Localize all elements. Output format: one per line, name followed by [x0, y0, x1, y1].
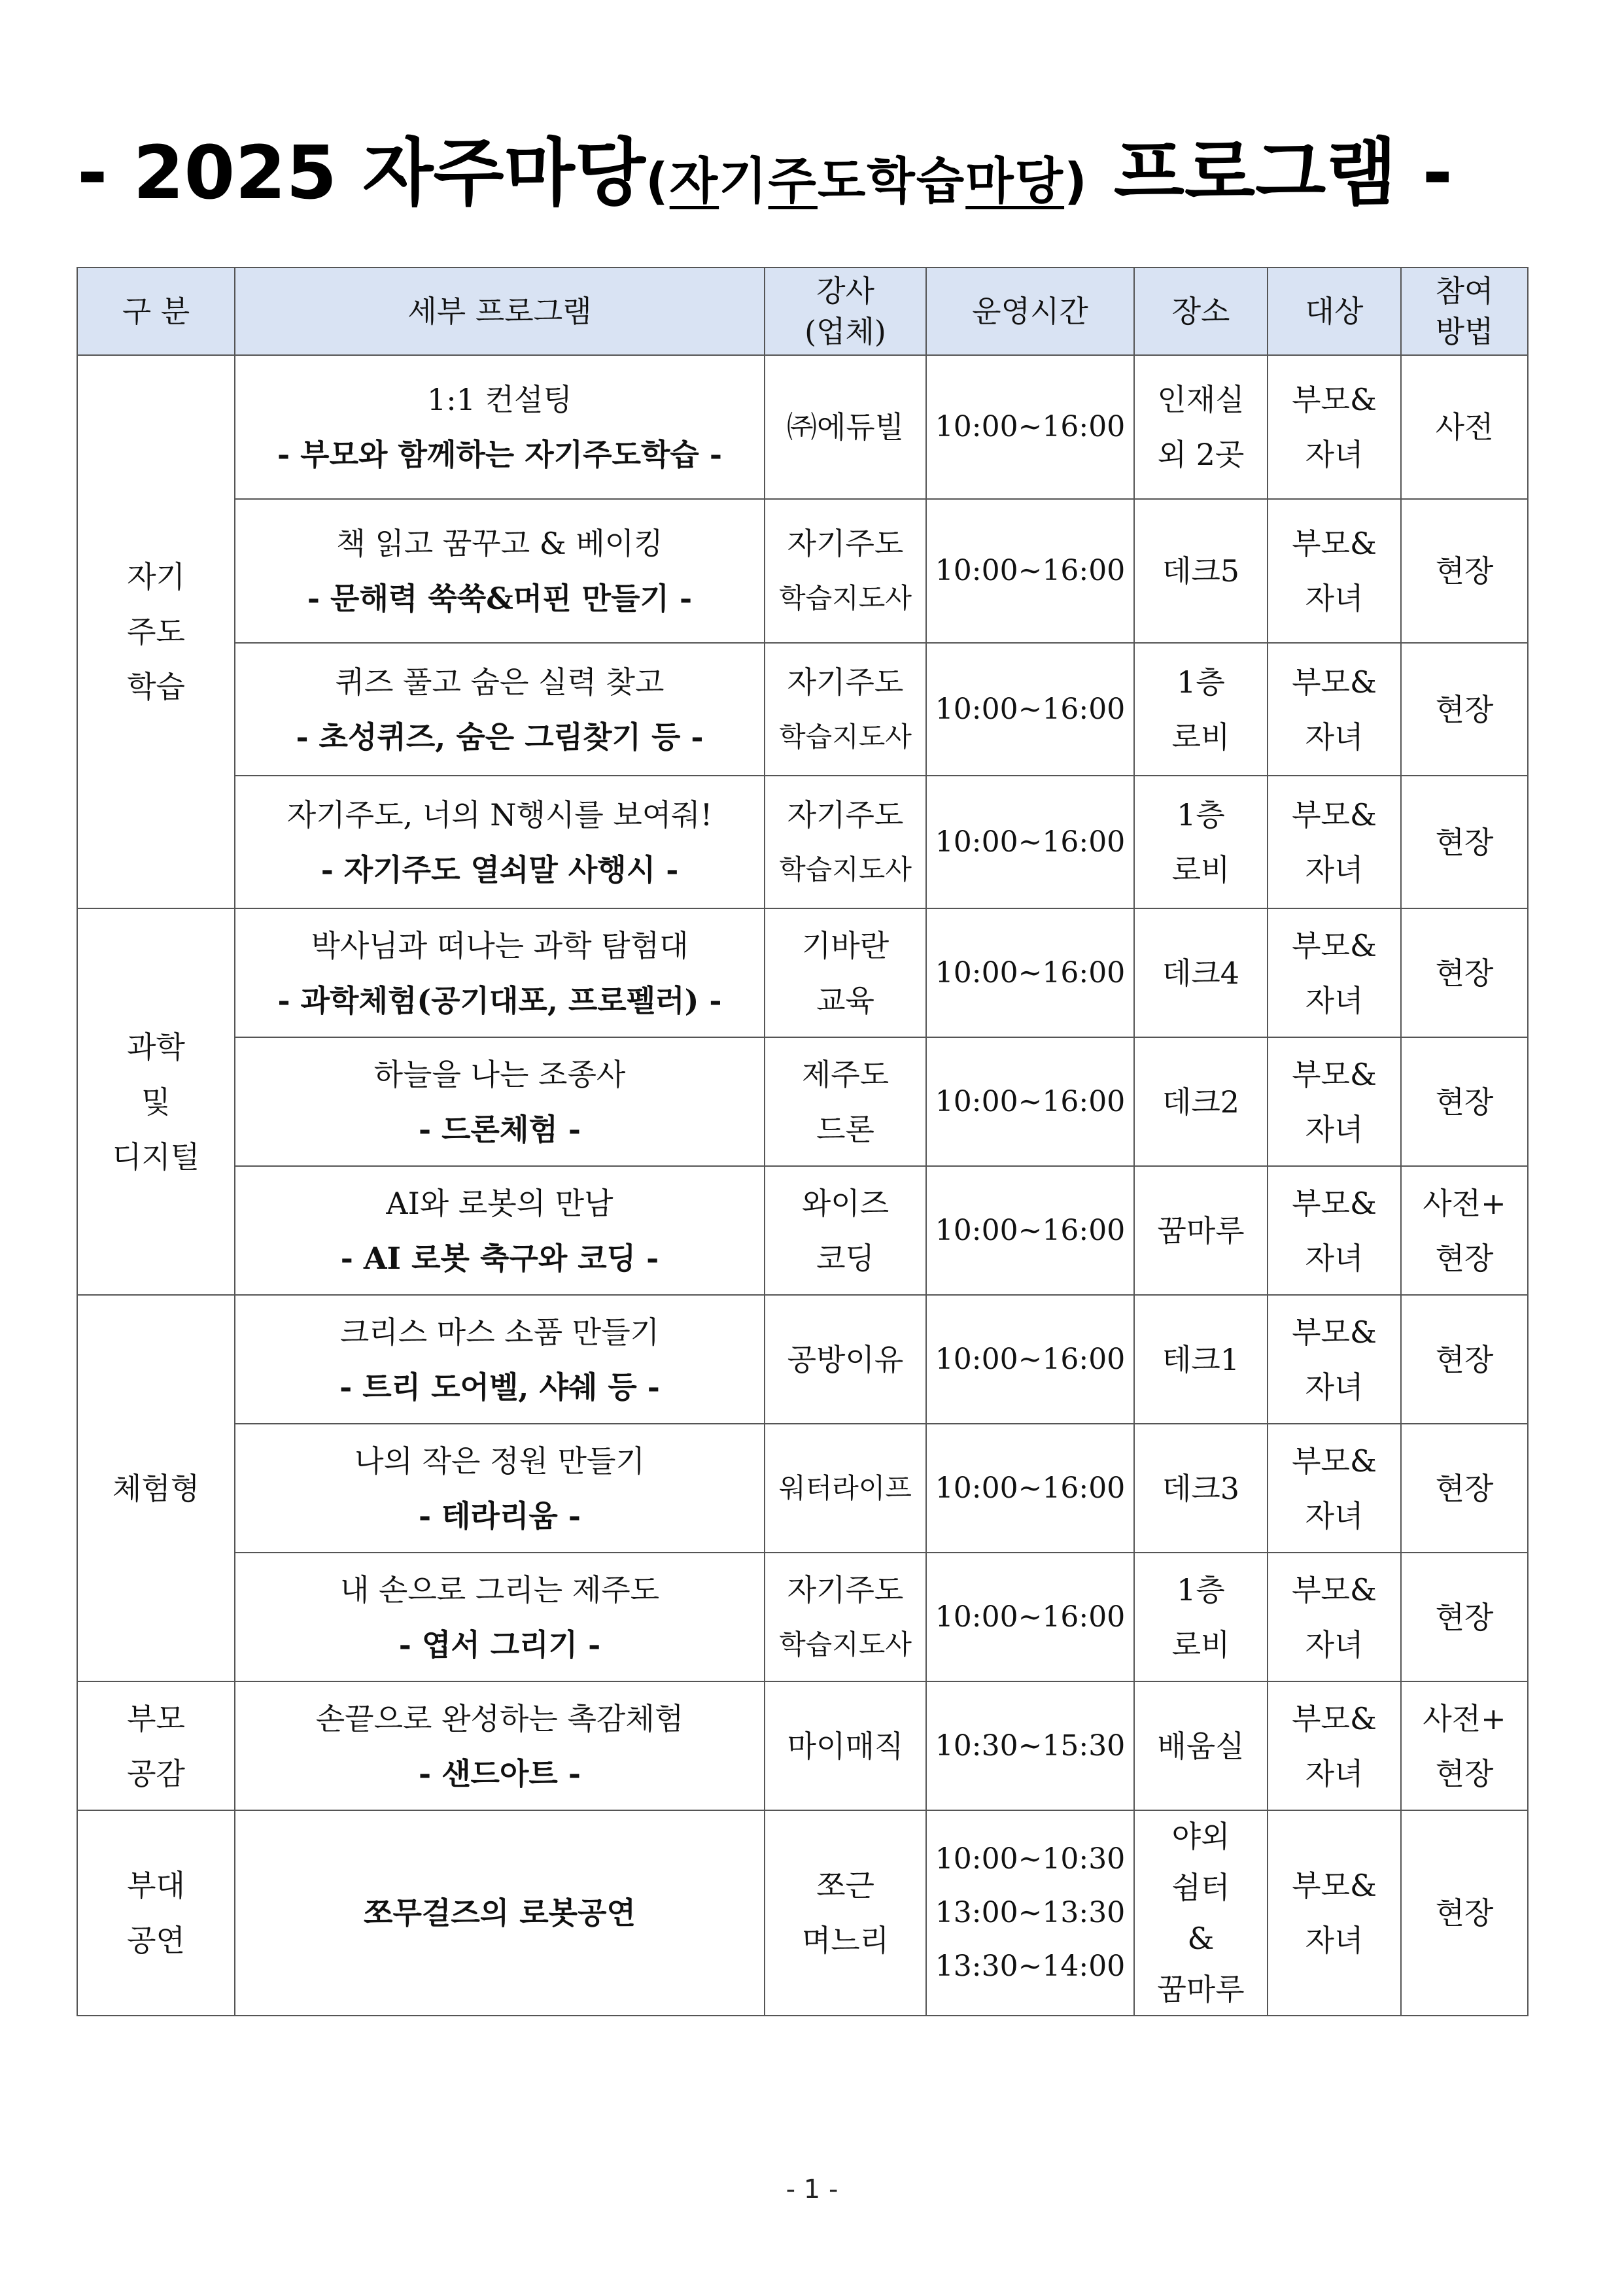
time-cell — [926, 1037, 1134, 1166]
cell-line: 자녀 — [1305, 1111, 1364, 1147]
cell-line: 꿈마루 — [1157, 1213, 1245, 1248]
cell-line: 드론 — [816, 1111, 874, 1147]
cell-line: 10:00~16:00 — [935, 554, 1126, 587]
cell-line: 자녀 — [1305, 581, 1364, 616]
cell-line: 데크3 — [1162, 1470, 1240, 1506]
place-cell — [1134, 908, 1268, 1037]
cell-line: 자녀 — [1305, 1498, 1364, 1534]
place-cell — [1134, 1037, 1268, 1166]
cell-line: 학습지도사 — [779, 1628, 912, 1661]
program-subtitle: - 초성퀴즈, 숨은 그림찾기 등 - — [296, 719, 704, 755]
target-cell — [1268, 1037, 1401, 1166]
cell-line: 디지털 — [112, 1139, 200, 1175]
cell-line: 마이매직 — [787, 1728, 904, 1764]
cell-line: 쉼터 — [1171, 1870, 1230, 1905]
cell-line: 현장 — [1435, 1599, 1494, 1635]
cell-line: 로비 — [1171, 852, 1230, 887]
cell-line: 10:00~10:30 — [935, 1842, 1126, 1876]
program-subtitle: - 테라리움 - — [419, 1498, 581, 1534]
place-cell — [1134, 355, 1268, 499]
table-row — [77, 1166, 1528, 1295]
cell-line: 제주도 — [801, 1056, 890, 1092]
table-row — [77, 1681, 1528, 1810]
cell-line: 테크1 — [1162, 1341, 1240, 1377]
place-cell — [1134, 1166, 1268, 1295]
program-cell — [235, 776, 765, 908]
program-cell — [235, 1681, 765, 1810]
cell-line: 공감 — [127, 1755, 185, 1791]
cell-line: 자녀 — [1305, 437, 1364, 472]
instructor-cell — [765, 776, 926, 908]
title-part-2: 기 — [719, 152, 769, 210]
instructor-cell — [765, 1424, 926, 1553]
cell-line: 부모& — [1292, 1056, 1377, 1092]
cell-line: 자녀 — [1305, 1240, 1364, 1276]
category-performance — [77, 1810, 235, 2016]
place-cell — [1134, 776, 1268, 908]
method-cell — [1401, 643, 1528, 776]
time-cell — [926, 643, 1134, 776]
cell-line: 부모& — [1292, 797, 1377, 833]
cell-line: 부모 — [127, 1700, 185, 1736]
cell-line: 자기주도 — [787, 1572, 904, 1608]
cell-line: 부모& — [1292, 1314, 1377, 1350]
method-cell — [1401, 1037, 1528, 1166]
instructor-cell — [765, 1295, 926, 1424]
program-subtitle: - 과학체험(공기대포, 프로펠러) - — [277, 982, 722, 1018]
table-row — [77, 908, 1528, 1037]
header-place: 장소 — [1134, 267, 1268, 355]
category-science-digital — [77, 908, 235, 1295]
target-cell — [1268, 355, 1401, 499]
program-title: 쪼무걸즈의 로봇공연 — [364, 1895, 636, 1931]
method-cell — [1401, 1166, 1528, 1295]
cell-line: 10:00~16:00 — [935, 1213, 1126, 1247]
time-cell — [926, 1553, 1134, 1681]
cell-line: 10:00~16:00 — [935, 1600, 1126, 1634]
cell-line: 10:00~16:00 — [935, 1342, 1126, 1376]
cell-line: 현장 — [1435, 1470, 1494, 1506]
category-parent — [77, 1681, 235, 1810]
method-cell — [1401, 1553, 1528, 1681]
cell-line: & — [1187, 1921, 1215, 1956]
cell-line: 꿈마루 — [1157, 1972, 1245, 2007]
program-title: 손끝으로 완성하는 촉감체험 — [315, 1700, 684, 1736]
cell-line: 자녀 — [1305, 1626, 1364, 1662]
cell-line: 10:00~16:00 — [935, 410, 1126, 443]
cell-line: 사전+ — [1423, 1700, 1506, 1736]
target-cell — [1268, 1424, 1401, 1553]
cell-line: 1층 — [1177, 664, 1225, 700]
cell-line: 와이즈 — [801, 1185, 890, 1221]
title-suffix: 프로그램 - — [1088, 131, 1453, 216]
table-row — [77, 355, 1528, 499]
cell-line: 배움실 — [1157, 1728, 1245, 1764]
program-subtitle: - 드론체험 - — [419, 1111, 581, 1147]
instructor-cell — [765, 1681, 926, 1810]
program-title: 1:1 컨설팅 — [427, 382, 572, 417]
title-part-5: 마당 — [965, 152, 1065, 210]
program-cell — [235, 1037, 765, 1166]
cell-line: 10:00~16:00 — [935, 692, 1126, 726]
cell-line: 자녀 — [1305, 1923, 1364, 1958]
table-row — [77, 499, 1528, 643]
cell-line: 교육 — [816, 982, 874, 1018]
cell-line: 사전 — [1435, 409, 1494, 445]
title-paren-open: ( — [645, 152, 670, 210]
table-row — [77, 776, 1528, 908]
title-paren-close: ) — [1064, 152, 1088, 210]
header-method: 참여 방법 — [1401, 267, 1528, 355]
cell-line: 13:00~13:30 — [935, 1896, 1126, 1929]
cell-line: 과학 — [127, 1029, 185, 1065]
program-table — [77, 267, 1529, 2016]
cell-line: 공연 — [127, 1923, 185, 1958]
cell-line: 10:00~16:00 — [935, 955, 1126, 990]
cell-line: 부모& — [1292, 664, 1377, 700]
cell-line: 10:30~15:30 — [935, 1729, 1126, 1763]
program-cell — [235, 1424, 765, 1553]
time-cell — [926, 908, 1134, 1037]
cell-line: 외 2곳 — [1157, 437, 1245, 472]
table-row — [77, 1037, 1528, 1166]
cell-line: 부모& — [1292, 1572, 1377, 1608]
cell-line: 주도 — [127, 614, 185, 649]
program-subtitle: - 샌드아트 - — [419, 1755, 581, 1791]
cell-line: 체험형 — [112, 1470, 200, 1506]
program-cell — [235, 1810, 765, 2016]
cell-line: 로비 — [1171, 719, 1230, 755]
cell-line: 야외 — [1171, 1819, 1230, 1854]
place-cell — [1134, 1810, 1268, 2016]
cell-line: 현장 — [1435, 1240, 1494, 1276]
program-subtitle: - 트리 도어벨, 샤쉐 등 - — [339, 1369, 660, 1405]
cell-line: 현장 — [1435, 1084, 1494, 1120]
cell-line: 기바란 — [801, 927, 890, 963]
program-cell — [235, 1166, 765, 1295]
program-title: 자기주도, 너의 N행시를 보여줘! — [286, 797, 713, 833]
target-cell — [1268, 499, 1401, 643]
time-cell — [926, 1295, 1134, 1424]
cell-line: 현장 — [1435, 824, 1494, 860]
place-cell — [1134, 499, 1268, 643]
cell-line: 10:00~16:00 — [935, 825, 1126, 859]
cell-line: 1층 — [1177, 1572, 1225, 1608]
cell-line: 데크5 — [1162, 553, 1240, 589]
program-cell — [235, 499, 765, 643]
cell-line: 부모& — [1292, 1700, 1377, 1736]
header-category: 구 분 — [77, 267, 235, 355]
target-cell — [1268, 776, 1401, 908]
program-cell — [235, 355, 765, 499]
program-title: 책 읽고 꿈꾸고 & 베이킹 — [336, 526, 663, 561]
time-cell — [926, 499, 1134, 643]
cell-line: 부대 — [127, 1868, 185, 1903]
cell-line: 부모& — [1292, 526, 1377, 561]
target-cell — [1268, 1295, 1401, 1424]
page-title — [77, 124, 1555, 222]
cell-line: 자녀 — [1305, 982, 1364, 1018]
title-part-1: 자 — [669, 152, 719, 210]
cell-line: 부모& — [1292, 927, 1377, 963]
table-row — [77, 643, 1528, 776]
instructor-cell — [765, 1037, 926, 1166]
cell-line: 코딩 — [816, 1240, 874, 1276]
cell-line: 자녀 — [1305, 852, 1364, 887]
instructor-cell — [765, 355, 926, 499]
cell-line: 워터라이프 — [779, 1472, 912, 1504]
program-title: AI와 로봇의 만남 — [386, 1185, 613, 1221]
cell-line: 자기주도 — [787, 664, 904, 700]
time-cell — [926, 1424, 1134, 1553]
cell-line: 10:00~16:00 — [935, 1084, 1126, 1118]
time-cell — [926, 1166, 1134, 1295]
title-prefix: - 2025 자주마당 — [77, 131, 646, 216]
method-cell — [1401, 908, 1528, 1037]
place-cell — [1134, 643, 1268, 776]
cell-line: 현장 — [1435, 1755, 1494, 1791]
instructor-cell — [765, 1810, 926, 2016]
cell-line: 학습지도사 — [779, 582, 912, 614]
table-row — [77, 1424, 1528, 1553]
instructor-cell — [765, 1553, 926, 1681]
method-cell — [1401, 355, 1528, 499]
header-program: 세부 프로그램 — [235, 267, 765, 355]
program-title: 내 손으로 그리는 제주도 — [339, 1572, 660, 1608]
cell-line: 현장 — [1435, 1895, 1494, 1931]
cell-line: 13:30~14:00 — [935, 1950, 1126, 1983]
program-title: 크리스 마스 소품 만들기 — [339, 1314, 660, 1350]
cell-line: 쪼근 — [816, 1868, 874, 1903]
category-self-directed — [77, 355, 235, 908]
title-part-3: 주 — [768, 152, 818, 210]
table-row — [77, 1553, 1528, 1681]
cell-line: 현장 — [1435, 1341, 1494, 1377]
instructor-cell — [765, 908, 926, 1037]
program-subtitle: - AI 로봇 축구와 코딩 - — [340, 1240, 659, 1276]
program-subtitle: - 엽서 그리기 - — [398, 1626, 601, 1662]
table-header-row — [77, 267, 1528, 355]
header-target: 대상 — [1268, 267, 1401, 355]
cell-line: 부모& — [1292, 382, 1377, 417]
cell-line: 현장 — [1435, 955, 1494, 991]
place-cell — [1134, 1424, 1268, 1553]
cell-line: 인재실 — [1157, 382, 1245, 417]
target-cell — [1268, 1166, 1401, 1295]
cell-line: 며느리 — [801, 1923, 890, 1958]
page-number: - 1 - — [786, 2175, 838, 2205]
header-time: 운영시간 — [926, 267, 1134, 355]
cell-line: 부모& — [1292, 1185, 1377, 1221]
program-cell — [235, 643, 765, 776]
cell-line: 부모& — [1292, 1868, 1377, 1903]
table-row — [77, 1810, 1528, 2016]
program-cell — [235, 908, 765, 1037]
program-title: 박사님과 떠나는 과학 탐험대 — [311, 927, 689, 963]
target-cell — [1268, 1810, 1401, 2016]
cell-line: 자기주도 — [787, 526, 904, 561]
title-part-4: 도학습 — [817, 152, 966, 210]
cell-line: 1층 — [1177, 797, 1225, 833]
cell-line: 부모& — [1292, 1443, 1377, 1479]
target-cell — [1268, 1681, 1401, 1810]
cell-line: 자녀 — [1305, 1755, 1364, 1791]
cell-line: 자녀 — [1305, 719, 1364, 755]
program-subtitle: - 부모와 함께하는 자기주도학습 - — [277, 437, 722, 472]
target-cell — [1268, 908, 1401, 1037]
place-cell — [1134, 1553, 1268, 1681]
cell-line: 10:00~16:00 — [935, 1471, 1126, 1505]
cell-line: ㈜에듀빌 — [786, 409, 905, 445]
instructor-cell — [765, 499, 926, 643]
cell-line: 자녀 — [1305, 1369, 1364, 1405]
table-row — [77, 1295, 1528, 1424]
program-cell — [235, 1295, 765, 1424]
program-cell — [235, 1553, 765, 1681]
cell-line: 학습 — [127, 669, 185, 704]
cell-line: 자기 — [127, 559, 185, 594]
header-instructor: 강사 (업체) — [765, 267, 926, 355]
cell-line: 현장 — [1435, 553, 1494, 589]
place-cell — [1134, 1681, 1268, 1810]
cell-line: 학습지도사 — [779, 853, 912, 886]
target-cell — [1268, 1553, 1401, 1681]
method-cell — [1401, 1295, 1528, 1424]
time-cell — [926, 1681, 1134, 1810]
time-cell — [926, 776, 1134, 908]
cell-line: 데크4 — [1162, 955, 1240, 991]
method-cell — [1401, 1424, 1528, 1553]
cell-line: 학습지도사 — [779, 720, 912, 753]
cell-line: 사전+ — [1423, 1185, 1506, 1221]
time-cell — [926, 355, 1134, 499]
cell-line: 로비 — [1171, 1626, 1230, 1662]
cell-line: 공방이유 — [787, 1341, 904, 1377]
instructor-cell — [765, 1166, 926, 1295]
instructor-cell — [765, 643, 926, 776]
method-cell — [1401, 1681, 1528, 1810]
method-cell — [1401, 499, 1528, 643]
cell-line: 자기주도 — [787, 797, 904, 833]
program-title: 퀴즈 풀고 숨은 실력 찾고 — [335, 664, 665, 700]
program-subtitle: - 문해력 쑥쑥&머핀 만들기 - — [307, 581, 693, 616]
category-experience — [77, 1295, 235, 1681]
cell-line: 및 — [141, 1084, 171, 1120]
program-title: 나의 작은 정원 만들기 — [354, 1443, 645, 1479]
target-cell — [1268, 643, 1401, 776]
method-cell — [1401, 776, 1528, 908]
program-title: 하늘을 나는 조종사 — [373, 1056, 626, 1092]
method-cell — [1401, 1810, 1528, 2016]
cell-line: 현장 — [1435, 691, 1494, 727]
place-cell — [1134, 1295, 1268, 1424]
program-subtitle: - 자기주도 열쇠말 사행시 - — [320, 852, 679, 887]
cell-line: 데크2 — [1162, 1084, 1240, 1120]
time-cell — [926, 1810, 1134, 2016]
